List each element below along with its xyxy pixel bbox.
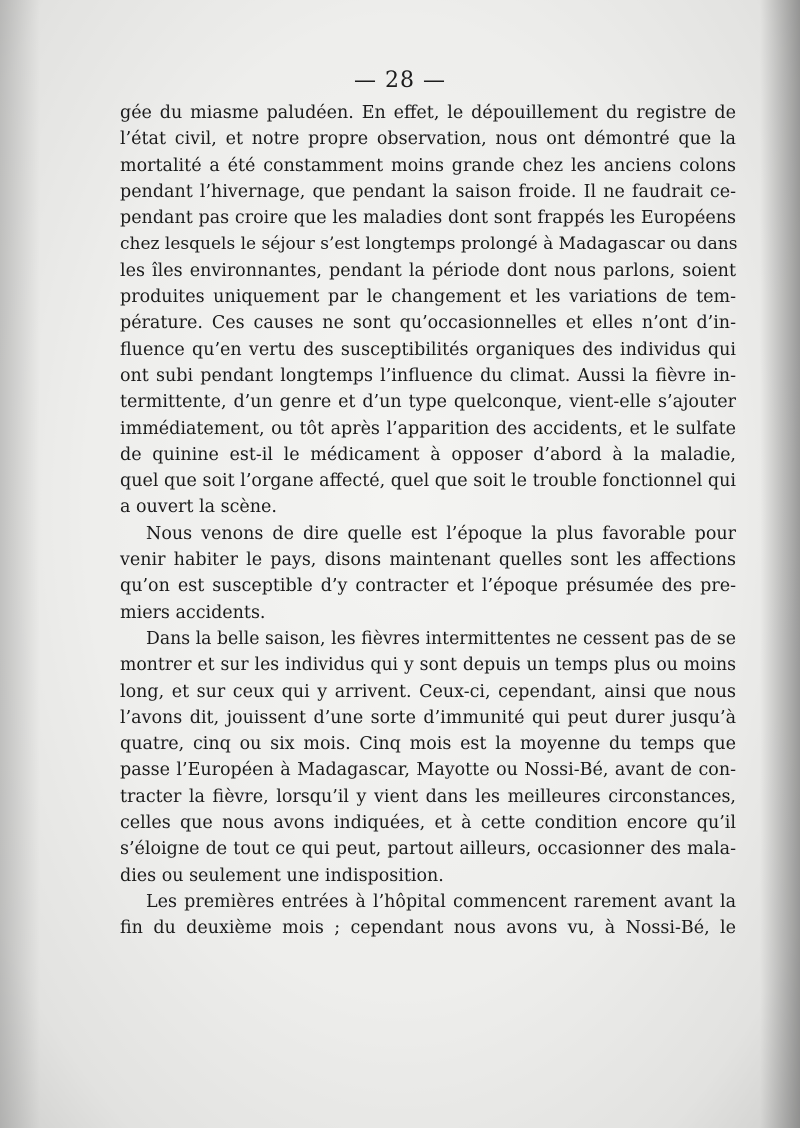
paragraph bbox=[120, 100, 736, 521]
paragraph bbox=[120, 626, 736, 889]
page-shadow-left bbox=[0, 0, 40, 1128]
text-line: pendant l’hivernage, que pendant la saison froide. Il ne faudrait ce- bbox=[120, 181, 736, 202]
text-line: produites uniquement par le changement et les variations de tem- bbox=[120, 287, 736, 308]
text-line: mortalité a été constamment moins grande chez les anciens colons bbox=[120, 155, 736, 176]
text-line: qu’on est susceptible d’y contracter et l’époque présumée des pre- bbox=[120, 576, 736, 597]
paragraph bbox=[120, 521, 736, 626]
text-line: gée du miasme paludéen. En effet, le dépouillement du registre de bbox=[120, 103, 736, 123]
text-line: long, et sur ceux qui y arrivent. Ceux-ci, cependant, ainsi que nous bbox=[120, 681, 736, 702]
text-line: chez lesquels le séjour s’est longtemps prolongé à Madagascar ou dans bbox=[120, 234, 738, 255]
text-line: Nous venons de dire quelle est l’époque la plus favorable pour bbox=[146, 523, 736, 544]
text-line: venir habiter le pays, disons maintenant quelles sont les affections bbox=[120, 550, 736, 571]
text-line: de quinine est-il le médicament à opposer d’abord à la maladie, bbox=[120, 444, 736, 465]
paragraph bbox=[120, 889, 736, 942]
text-line: l’avons dit, jouissent d’une sorte d’immunité qui peut durer jusqu’à bbox=[120, 707, 736, 728]
text-line: miers accidents. bbox=[120, 602, 266, 623]
text-line: pendant pas croire que les maladies dont sont frappés les Européens bbox=[120, 208, 736, 229]
page-number: — 28 — bbox=[354, 68, 446, 93]
text-line: immédiatement, ou tôt après l’apparition des accidents, et le sulfate bbox=[120, 418, 736, 439]
text-line: les îles environnantes, pendant la période dont nous parlons, soient bbox=[120, 260, 736, 281]
text-line: l’état civil, et notre propre observation, nous ont démontré que la bbox=[120, 129, 736, 150]
text-line: celles que nous avons indiquées, et à cette condition encore qu’il bbox=[120, 813, 736, 834]
text-line: termittente, d’un genre et d’un type quelconque, vient-elle s’ajouter bbox=[120, 392, 736, 413]
text-line: montrer et sur les individus qui y sont depuis un temps plus ou moins bbox=[120, 655, 736, 676]
text-line: fluence qu’en vertu des susceptibilités organiques des individus qui bbox=[120, 339, 736, 360]
text-line: fin du deuxième mois ; cependant nous avons vu, à Nossi-Bé, le bbox=[120, 918, 736, 939]
page-shadow-right bbox=[760, 0, 800, 1128]
text-line: quatre, cinq ou six mois. Cinq mois est la moyenne du temps que bbox=[120, 734, 736, 755]
body-text bbox=[120, 100, 736, 942]
text-line: dies ou seulement une indisposition. bbox=[120, 865, 444, 886]
text-line: pérature. Ces causes ne sont qu’occasionnelles et elles n’ont d’in- bbox=[120, 313, 736, 334]
text-line: ont subi pendant longtemps l’influence du climat. Aussi la fièvre in- bbox=[120, 365, 736, 386]
text-line: tracter la fièvre, lorsqu’il y vient dans les meilleures circonstances, bbox=[120, 786, 736, 807]
text-line: passe l’Européen à Madagascar, Mayotte ou Nossi-Bé, avant de con- bbox=[120, 760, 736, 781]
text-line: quel que soit l’organe affecté, quel que soit le trouble fonctionnel qui bbox=[120, 471, 736, 492]
text-line: a ouvert la scène. bbox=[120, 497, 277, 518]
text-line: s’éloigne de tout ce qui peut, partout ailleurs, occasionner des mala- bbox=[120, 839, 736, 860]
text-line: Dans la belle saison, les fièvres intermittentes ne cessent pas de se bbox=[146, 628, 736, 649]
text-line: Les premières entrées à l’hôpital commencent rarement avant la bbox=[146, 891, 736, 912]
